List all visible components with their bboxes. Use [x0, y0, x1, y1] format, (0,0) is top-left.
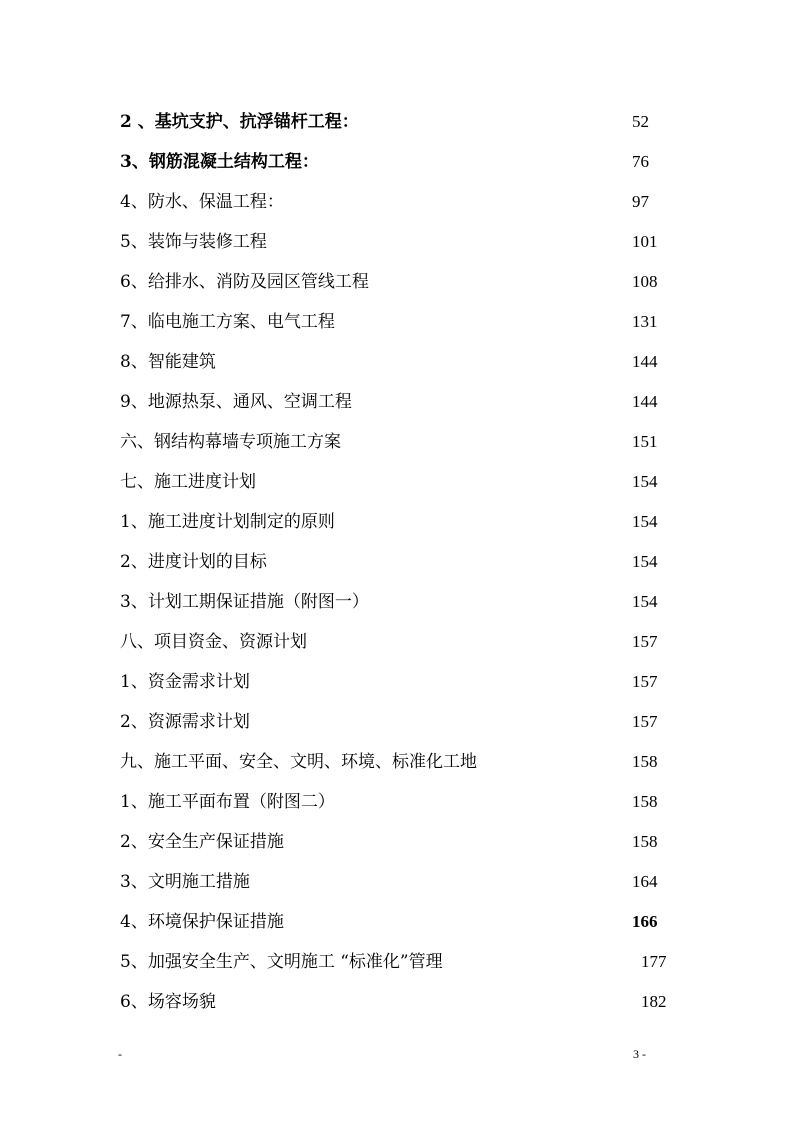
toc-entry [120, 427, 680, 457]
toc-entry [120, 827, 680, 857]
toc-entry [120, 627, 680, 657]
toc-entry-page: 76 [632, 152, 649, 171]
toc-entry [120, 387, 680, 417]
toc-entry-title: 六、钢结构幕墙专项施工方案 [120, 432, 341, 452]
toc-entry-title: 七、施工进度计划 [120, 472, 256, 492]
toc-entry-title: 7、临电施工方案、电气工程 [120, 312, 335, 332]
toc-entry-page: 158 [632, 832, 658, 851]
toc-entry-title: 5、加强安全生产、文明施工 “标准化”管理 [120, 952, 443, 972]
toc-entry-title: 2、进度计划的目标 [120, 552, 267, 572]
toc-entry [120, 587, 680, 617]
toc-entry-page: 97 [632, 192, 649, 211]
toc-entry [120, 987, 680, 1017]
toc-entry-page: 144 [632, 352, 658, 371]
toc-entry-page: 157 [632, 672, 658, 691]
toc-entry-title: 3、计划工期保证措施（附图一） [120, 592, 369, 612]
toc-entry [120, 347, 680, 377]
toc-entry-page: 108 [632, 272, 658, 291]
toc-entry [120, 547, 680, 577]
toc-entry [120, 907, 680, 937]
toc-entry-page: 154 [632, 592, 658, 611]
toc-entry [120, 467, 680, 497]
toc-entry-title: 8、智能建筑 [120, 352, 216, 372]
toc-entry-page: 144 [632, 392, 658, 411]
toc-entry-title: 3、文明施工措施 [120, 872, 250, 892]
toc-entry-page: 158 [632, 792, 658, 811]
toc-entry-page: 166 [632, 912, 658, 931]
toc-entry [120, 507, 680, 537]
toc-entry [120, 707, 680, 737]
toc-entry [120, 667, 680, 697]
toc-entry-page: 154 [632, 552, 658, 571]
toc-entry [120, 787, 680, 817]
toc-entry-page: 154 [632, 472, 658, 491]
toc-entry-page: 177 [641, 952, 667, 971]
toc-entry [120, 307, 680, 337]
toc-entry-title: 3、钢筋混凝土结构工程： [120, 152, 319, 172]
toc-entry-title: 九、施工平面、安全、文明、环境、标准化工地 [120, 752, 477, 772]
toc-entry [120, 227, 680, 257]
toc-entry-page: 182 [641, 992, 667, 1011]
toc-entry [120, 107, 680, 137]
toc-entry [120, 267, 680, 297]
toc-entry [120, 147, 680, 177]
toc-entry-page: 101 [632, 232, 658, 251]
toc-entry-title: 1、施工平面布置（附图二） [120, 792, 335, 812]
toc-entry-title: 1、施工进度计划制定的原则 [120, 512, 335, 532]
toc-entry-title: 5、装饰与装修工程 [120, 232, 267, 252]
toc-entry-title: 2 、基坑支护、抗浮锚杆工程： [120, 112, 359, 132]
toc-entry-page: 164 [632, 872, 658, 891]
toc-entry-page: 154 [632, 512, 658, 531]
page-number: 3 - [633, 1047, 646, 1061]
toc-entry-title: 6、给排水、消防及园区管线工程 [120, 272, 369, 292]
toc-entry-title: 9、地源热泵、通风、空调工程 [120, 392, 352, 412]
toc-entry-page: 151 [632, 432, 658, 451]
toc-entry [120, 867, 680, 897]
toc-entry-page: 157 [632, 712, 658, 731]
toc-entry-page: 131 [632, 312, 658, 331]
toc-entry-title: 2、资源需求计划 [120, 712, 250, 732]
toc-entry-title: 4、环境保护保证措施 [120, 912, 284, 932]
toc-entry [120, 747, 680, 777]
toc-entry-title: 2、安全生产保证措施 [120, 832, 284, 852]
toc-entry-page: 158 [632, 752, 658, 771]
toc-entry [120, 947, 680, 977]
footer-left-mark: - [118, 1047, 122, 1061]
toc-entry-title: 1、资金需求计划 [120, 672, 250, 692]
toc-entry-title: 6、场容场貌 [120, 992, 216, 1012]
toc-entry-title: 八、项目资金、资源计划 [120, 632, 307, 652]
toc-entry-page: 157 [632, 632, 658, 651]
toc-entry-page: 52 [632, 112, 649, 131]
toc-entry-title: 4、防水、保温工程： [120, 192, 284, 212]
toc-entry [120, 187, 680, 217]
